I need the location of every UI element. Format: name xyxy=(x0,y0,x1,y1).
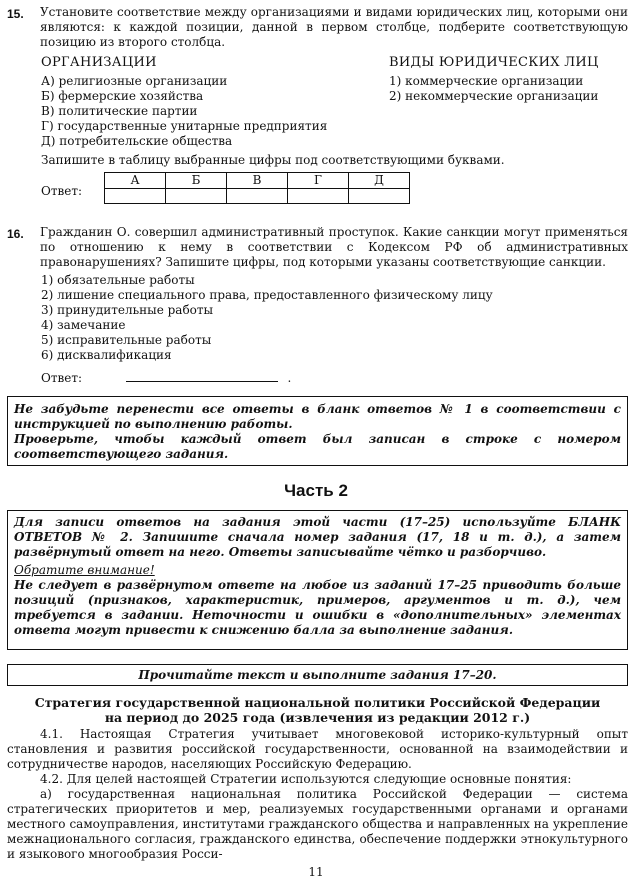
answer-cell[interactable] xyxy=(227,189,288,204)
list-item: Б) фермерские хозяйства xyxy=(41,89,204,103)
reminder-line2: Проверьте, чтобы каждый ответ был записан в строке с номером соответствующего задания. xyxy=(14,432,621,461)
reminder-box xyxy=(7,396,628,466)
read-task-box xyxy=(7,664,628,686)
document-body xyxy=(7,727,628,862)
document-para1: 4.1. Настоящая Стратегия учитывает многовековой историко-культурный опыт становления и развития российской государственности, основанной на взаимодействии и сотрудничестве народов, населяющих Российскую Федерацию. xyxy=(7,727,628,771)
q15-answer-table xyxy=(104,172,410,204)
answer-cell[interactable] xyxy=(105,189,166,204)
list-item: 5) исправительные работы xyxy=(41,333,212,347)
list-item: 1) коммерческие организации xyxy=(389,74,584,88)
part2-title-wrap xyxy=(0,483,632,498)
list-item: Г) государственные унитарные предприятия xyxy=(41,119,328,133)
q16-answer-row xyxy=(41,369,291,386)
part2-attention-text: Не следует в развёрнутом ответе на любое из заданий 17–25 приводить больше позиций (признаков, характеристик, примеров, аргументов и т. д.), чем требуется в задании. Неточности и ошибки в «дополнительных» элементах ответа могут привести к снижению балла за выполнение задания. xyxy=(14,578,621,637)
list-item: Д) потребительские общества xyxy=(41,134,233,148)
q15-answer-label: Ответ: xyxy=(41,184,83,198)
q15-number: 15. xyxy=(7,7,24,21)
q16-answer-end: . xyxy=(287,371,292,385)
answer-col-header: Д xyxy=(349,173,410,189)
answer-col-header: А xyxy=(105,173,166,189)
document-title xyxy=(7,695,628,725)
answer-cell[interactable] xyxy=(349,189,410,204)
list-item: 6) дисквалификация xyxy=(41,348,172,362)
list-item: А) религиозные организации xyxy=(41,74,228,88)
q16-number: 16. xyxy=(7,227,24,241)
document-title-line1: Стратегия государственной национальной политики Российской Федерации xyxy=(34,695,601,710)
q16-answer-label: Ответ: xyxy=(41,371,83,385)
q16-list xyxy=(41,273,493,363)
q15-right-list xyxy=(389,74,598,104)
list-item: 4) замечание xyxy=(41,318,126,332)
list-item: 1) обязательные работы xyxy=(41,273,195,287)
part2-instruction: Для записи ответов на задания этой части (17–25) используйте БЛАНК ОТВЕТОВ № 2. Запишите сначала номер задания (17, 18 и т. д.), а затем развёрнутый ответ на него. Ответы записывайте чётко и разборчиво. xyxy=(14,515,621,559)
list-item: 2) лишение специального права, предоставленного физическому лицу xyxy=(41,288,493,302)
part2-attention: Обратите внимание! xyxy=(14,563,155,577)
document-para3: а) государственная национальная политика Российской Федерации — система стратегических приоритетов и мер, реализуемых государственными органами и органами местного самоуправления, институтами гражданского общества и направленных на укрепление межнационального согласия, гражданского единства, обеспечение поддержки этнокультурного и языкового многообразия Росси- xyxy=(7,787,628,861)
q15-left-list xyxy=(41,74,327,149)
q15-right-header: ВИДЫ ЮРИДИЧЕСКИХ ЛИЦ xyxy=(389,55,599,70)
q15-text: Установите соответствие между организациями и видами юридических лиц, которыми они являются: к каждой позиции, данной в первом столбце, подберите соответствующую позицию из второго столбца. xyxy=(40,5,628,49)
list-item: 2) некоммерческие организации xyxy=(389,89,599,103)
read-task-text: Прочитайте текст и выполните задания 17–20. xyxy=(138,668,497,682)
page-number: 11 xyxy=(308,865,324,879)
answer-col-header: Б xyxy=(166,173,227,189)
reminder-line1: Не забудьте перенести все ответы в бланк ответов № 1 в соответствии с инструкцией по выполнению работы. xyxy=(14,402,621,431)
answer-cell[interactable] xyxy=(288,189,349,204)
answer-col-header: Г xyxy=(288,173,349,189)
part2-instruction-box xyxy=(7,510,628,650)
q15-instruction: Запишите в таблицу выбранные цифры под соответствующими буквами. xyxy=(41,153,505,167)
part2-title: Часть 2 xyxy=(284,481,348,500)
q16-text: Гражданин О. совершил административный проступок. Какие санкции могут применяться по отношению к нему в соответствии с Кодексом РФ об административных правонарушениях? Запишите цифры, под которыми указаны соответствующие санкции. xyxy=(40,225,628,269)
answer-col-header: В xyxy=(227,173,288,189)
q15-left-header: ОРГАНИЗАЦИИ xyxy=(41,55,157,70)
list-item: В) политические партии xyxy=(41,104,198,118)
answer-cell[interactable] xyxy=(166,189,227,204)
q16-answer-line[interactable] xyxy=(126,369,278,382)
document-para2: 4.2. Для целей настоящей Стратегии используются следующие основные понятия: xyxy=(40,772,572,786)
list-item: 3) принудительные работы xyxy=(41,303,214,317)
document-title-line2: на период до 2025 года (извлечения из редакции 2012 г.) xyxy=(104,710,531,725)
